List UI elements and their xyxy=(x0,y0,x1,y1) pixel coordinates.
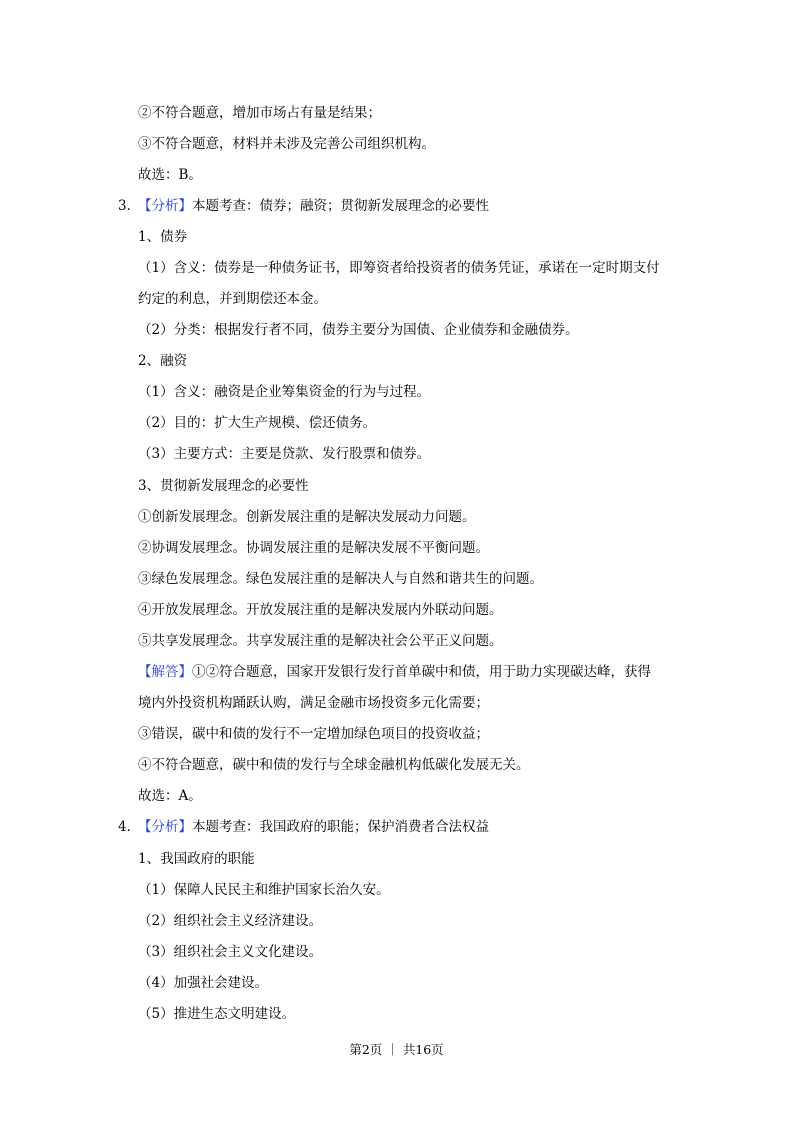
text-line: ②协调发展理念。协调发展注重的是解决发展不平衡问题。 xyxy=(138,540,489,556)
text-line: 境内外投资机构踊跃认购，满足金融市场投资多元化需要； xyxy=(138,695,489,711)
text-line: （4）加强社会建设。 xyxy=(138,975,269,991)
analysis-tag: 【分析】 xyxy=(138,819,192,835)
text-line: （1）含义：债券是一种债务证书，即筹资者给投资者的债务凭证，承诺在一定时期支付 xyxy=(138,260,660,276)
text-line: （3）主要方式：主要是贷款、发行股票和债券。 xyxy=(138,446,431,462)
text-line: （2）分类：根据发行者不同，债券主要分为国债、企业债券和金融债券。 xyxy=(138,322,579,338)
text-line: 故选：B。 xyxy=(138,167,202,183)
heading-text: 本题考查：债券；融资；贯彻新发展理念的必要性 xyxy=(192,198,489,214)
text-line: （2）目的：扩大生产规模、偿还债务。 xyxy=(138,415,377,431)
analysis-tag: 【分析】 xyxy=(138,198,192,214)
section-heading: 3、贯彻新发展理念的必要性 xyxy=(138,478,309,494)
text-line: （2）组织社会主义经济建设。 xyxy=(138,913,323,929)
question-heading xyxy=(138,818,489,836)
text-line: 约定的利息，并到期偿还本金。 xyxy=(138,291,327,307)
answer-heading xyxy=(138,663,651,681)
section-heading: 1、债券 xyxy=(138,229,188,245)
text-line: （5）推进生态文明建设。 xyxy=(138,1006,296,1022)
answer-tag: 【解答】 xyxy=(138,664,192,680)
text-line: 故选：A。 xyxy=(138,788,202,804)
text-line: ③错误，碳中和债的发行不一定增加绿色项目的投资收益； xyxy=(138,726,489,742)
text-line: （3）组织社会主义文化建设。 xyxy=(138,944,323,960)
section-heading: 1、我国政府的职能 xyxy=(138,851,255,867)
page-footer: 第2页 ｜ 共16页 xyxy=(349,1042,444,1057)
question-number: 3． xyxy=(118,198,141,214)
section-heading: 2、融资 xyxy=(138,353,188,369)
text-line: （1）保障人民民主和维护国家长治久安。 xyxy=(138,882,390,898)
text-line: ①创新发展理念。创新发展注重的是解决发展动力问题。 xyxy=(138,509,476,525)
question-heading xyxy=(138,197,489,215)
question-number: 4． xyxy=(118,819,141,835)
text-line: ④开放发展理念。开放发展注重的是解决发展内外联动问题。 xyxy=(138,602,503,618)
text-line: ④不符合题意，碳中和债的发行与全球金融机构低碳化发展无关。 xyxy=(138,757,530,773)
text-line: ③不符合题意，材料并未涉及完善公司组织机构。 xyxy=(138,136,435,152)
text-line: ③绿色发展理念。绿色发展注重的是解决人与自然和谐共生的问题。 xyxy=(138,571,543,587)
answer-text: ①②符合题意，国家开发银行发行首单碳中和债，用于助力实现碳达峰，获得 xyxy=(192,664,651,680)
heading-text: 本题考查：我国政府的职能；保护消费者合法权益 xyxy=(192,819,489,835)
text-line: （1）含义：融资是企业筹集资金的行为与过程。 xyxy=(138,384,431,400)
text-line: ⑤共享发展理念。共享发展注重的是解决社会公平正义问题。 xyxy=(138,633,503,649)
text-line: ②不符合题意，增加市场占有量是结果； xyxy=(138,105,381,121)
